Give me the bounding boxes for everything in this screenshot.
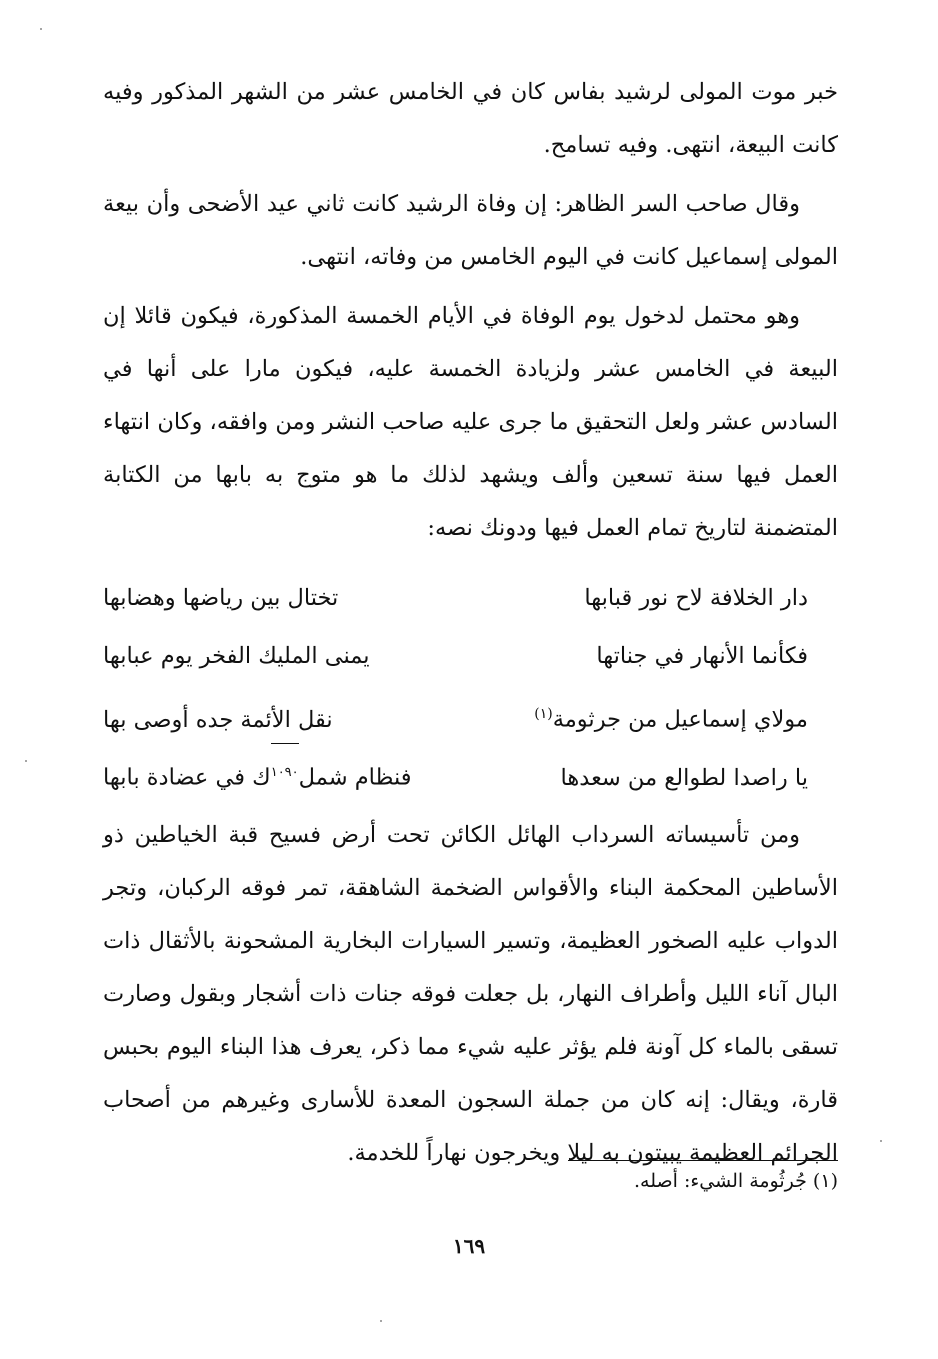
verse-first-text: مولاي إسماعيل من جرثومة	[552, 706, 808, 733]
verse-first-hemistich: يا راصدا لطوالع من سعدها	[560, 764, 808, 791]
verse-first-hemistich: دار الخلافة لاح نور قبابها	[584, 585, 808, 611]
verse-second-text-after: ك في عضادة بابها	[103, 764, 271, 791]
poem	[103, 569, 838, 801]
verse-second-hemistich: نقل الأئمة جده أوصى بها	[103, 706, 333, 733]
verse-2	[103, 627, 838, 685]
footnote: (١) جُرثُومة الشيء: أصله.	[634, 1170, 838, 1192]
scan-speck	[25, 760, 27, 762]
verse-second-hemistich: يمنى المليك الفخر يوم عبابها	[103, 643, 370, 669]
verse-first-hemistich: فكأنما الأنهار في جناتها	[596, 643, 808, 669]
page-number: ١٦٩	[452, 1234, 486, 1258]
verse-1	[103, 569, 838, 627]
chronogram-date: ١٠٩٠	[270, 765, 299, 780]
verse-4	[103, 743, 838, 801]
main-text	[103, 66, 838, 1180]
paragraph-3: وهو محتمل لدخول يوم الوفاة في الأيام الخمسة المذكورة، فيكون قائلا إن البيعة في الخامس عشر ولزيادة الخمسة عليه، فيكون مارا على أنها في السادس عشر ولعل التحقيق ما جرى عليه صاحب النشر ومن وافقه، وكان انتهاء العمل فيها سنة تسعين وألف ويشهد لذلك ما هو متوج به بابها من الكتابة المتضمنة لتاريخ تمام العمل فيها ودونك نصه:	[103, 303, 838, 541]
footnote-divider	[568, 1160, 838, 1161]
paragraph-4: ومن تأسيساته السرداب الهائل الكائن تحت أرض فسيح قبة الخياطين ذو الأساطين المحكمة البناء والأقواس الضخمة الشاهقة، تمر فوقه الركبان، وتجر الدواب عليه الصخور العظيمة، وتسير السيارات البخارية المشحونة بالأثقال ذات البال آناء الليل وأطراف النهار، بل جعلت فوقه جنات ذات أشجار وبقول وصارت تسقى بالماء كل آونة فلم يؤثر عليه شيء مما ذكر، يعرف هذا البناء اليوم بحبس قارة، ويقال: إنه كان من جملة السجون المعدة للأسارى وغيرهم من أصحاب الجرائم العظيمة يبيتون به ليلا ويخرجون نهاراً للخدمة.	[103, 822, 838, 1166]
paragraph-1: خبر موت المولى لرشيد بفاس كان في الخامس عشر من الشهر المذكور وفيه كانت البيعة، انتهى. وفيه تسامح.	[103, 79, 838, 158]
date-chronogram-mark	[271, 743, 299, 807]
verse-3	[103, 685, 838, 743]
scan-speck	[880, 1140, 882, 1142]
verse-second-hemistich	[103, 743, 448, 807]
scan-speck	[380, 1320, 382, 1322]
footnote-marker: (١)	[534, 706, 553, 722]
verse-second-hemistich: تختال بين رياضها وهضابها	[103, 585, 339, 611]
verse-first-hemistich	[493, 685, 838, 749]
verse-second-text-before: فنظام شمل	[298, 764, 412, 791]
scan-speck	[40, 28, 42, 30]
paragraph-2: وقال صاحب السر الظاهر: إن وفاة الرشيد كانت ثاني عيد الأضحى وأن بيعة المولى إسماعيل كانت في اليوم الخامس من وفاته، انتهى.	[103, 191, 838, 270]
